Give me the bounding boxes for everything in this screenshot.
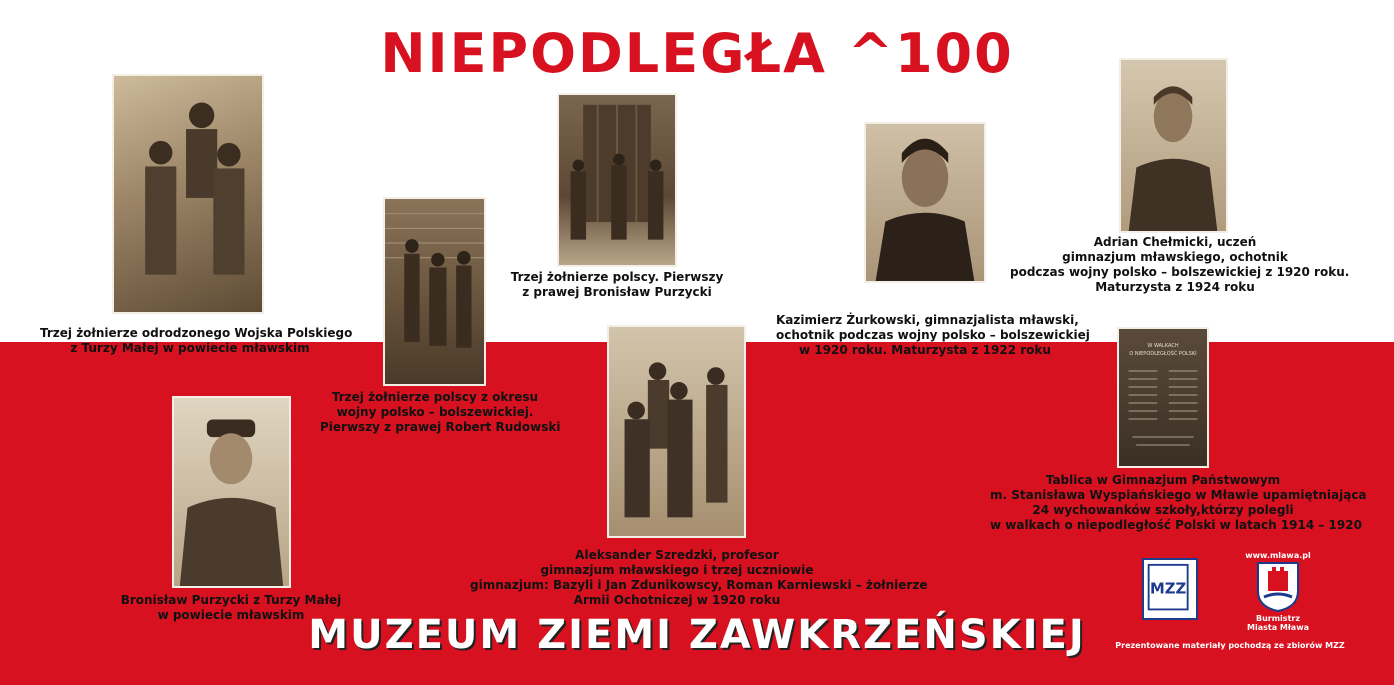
photo-soldiers-door [557,93,677,267]
photo-kazimierz-zurkowski [864,122,986,283]
caption-line: Trzej żołnierze polscy. Pierwszy [510,270,724,284]
plaque-heading-1: W WALKACH [1147,343,1179,349]
caption-line: Maturzysta z 1924 roku [1095,280,1255,294]
caption-soldiers-door [505,270,729,300]
caption-line: w 1920 roku. Maturzysta z 1922 roku [799,343,1051,357]
caption-three-soldiers-turza [40,326,353,356]
photo-figures-6 [174,398,289,586]
museum-title: MUZEUM ZIEMI ZAWKRZEŃSKIEJ [308,612,1086,658]
caption-line: z prawej Bronisław Purzycki [522,285,712,299]
burmistrz-line2: Miasta Mława [1247,623,1309,632]
caption-line: Aleksander Szredzki, profesor [575,548,779,562]
caption-line: Trzej żołnierze odrodzonego Wojska Polskiego [40,326,353,340]
caption-line: Tablica w Gimnazjum Państwowym [1045,473,1281,487]
photo-three-soldiers-turza [112,74,264,314]
caption-line: Pierwszy z prawej Robert Rudowski [320,420,561,434]
caption-line: w walkach o niepodległość Polski w latach 1914 – 1920 [990,518,1362,532]
caption-line: ochotnik podczas wojny polsko – bolszewickiej [776,328,1090,342]
mzz-logo-text: MZZ [1149,579,1187,598]
caption-line: 24 wychowanków szkoły,którzy polegli [1032,503,1294,517]
plaque-heading-2: O NIEPODLEGŁOŚĆ POLSKI [1129,351,1197,357]
coat-of-arms-icon [1256,561,1300,613]
burmistrz-line1: Burmistrz [1255,614,1300,623]
caption-szredzki-group [470,548,928,608]
photo-szredzki-group [607,325,746,538]
caption-line: Bronisław Purzycki z Turzy Małej [120,593,342,607]
mzz-logo [1142,558,1198,620]
caption-line: m. Stanisława Wyspiańskiego w Mławie upamiętniająca [990,488,1367,502]
photo-figures-5 [1121,60,1226,231]
caption-kazimierz-zurkowski [776,313,1090,358]
caption-line: Kazimierz Żurkowski, gimnazjalista mławski, [776,313,1079,327]
photo-adrian-chelmicki [1119,58,1228,233]
caption-line: wojny polsko – bolszewickiej. [336,405,534,419]
caption-line: w powiecie mławskim [157,608,305,622]
caption-line: gimnazjum mławskiego, ochotnik [1062,250,1288,264]
caption-line: podczas wojny polsko – bolszewickiej z 1920 roku. [1010,265,1350,279]
caption-line: gimnazjum mławskiego i trzej uczniowie [540,563,814,577]
photo-figures-1 [114,76,262,312]
caption-line: z Turzy Małej w powiecie mławskim [70,341,310,355]
page-title: NIEPODLEGŁA ^100 [380,22,1014,85]
photo-memorial-plaque [1117,327,1209,468]
plaque-text-lines [1119,357,1207,457]
caption-soldiers-log-wall [320,390,561,435]
website-url: www.mlawa.pl [1245,551,1311,560]
caption-line: gimnazjum: Bazyli i Jan Zdunikowscy, Roman Karniewski – żołnierze [470,578,928,592]
photo-figures-7 [609,327,744,536]
caption-memorial-plaque [990,473,1367,533]
photo-figures-4 [866,124,984,281]
caption-line: Adrian Chełmicki, uczeń [1093,235,1257,249]
mlawa-coat-of-arms [1256,561,1300,613]
photo-bronislaw-purzycki [172,396,291,588]
photo-figures-3 [559,95,675,265]
photo-figures-2 [385,199,484,384]
caption-line: Trzej żołnierze polscy z okresu [331,390,539,404]
photo-soldiers-log-wall [383,197,486,386]
mzz-logo-mark [1144,560,1196,618]
source-note: Prezentowane materiały pochodzą ze zbiorów MZZ [1115,641,1345,650]
caption-line: Armii Ochotniczej w 1920 roku [573,593,781,607]
caption-adrian-chelmicki [1010,235,1350,295]
